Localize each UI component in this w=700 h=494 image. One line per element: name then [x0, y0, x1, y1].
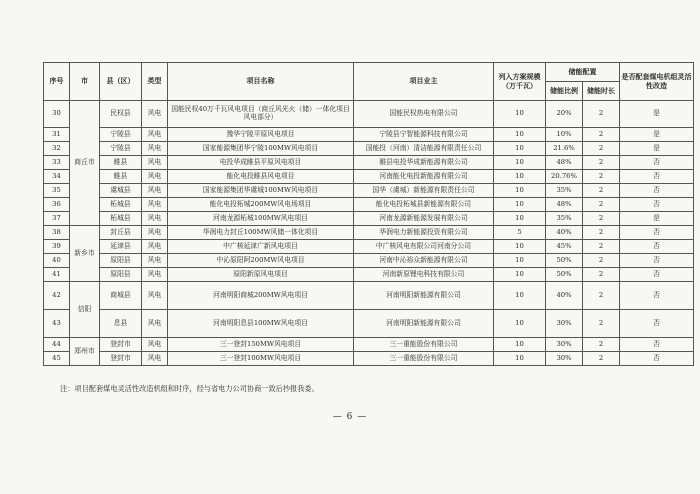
- table-row: [44, 128, 694, 142]
- cell-county: 宁陵县: [100, 128, 142, 142]
- cell-no: 31: [44, 128, 70, 142]
- cell-duration: 2: [583, 268, 620, 282]
- cell-city: 郑州市: [70, 338, 100, 366]
- cell-scale: 10: [494, 254, 546, 268]
- header-county: 县（区）: [100, 63, 142, 101]
- cell-no: 35: [44, 184, 70, 198]
- cell-ratio: 20.76%: [546, 170, 583, 184]
- cell-type: 风电: [142, 198, 168, 212]
- table-row: [44, 156, 694, 170]
- cell-county: 商城县: [100, 282, 142, 310]
- cell-no: 44: [44, 338, 70, 352]
- cell-no: 37: [44, 212, 70, 226]
- cell-owner: 中广核风电有限公司河南分公司: [354, 240, 494, 254]
- cell-project: 三一登封100MW风电项目: [168, 352, 354, 366]
- cell-no: 40: [44, 254, 70, 268]
- cell-project: 能化电投柘城200MW风电场项目: [168, 198, 354, 212]
- cell-scale: 10: [494, 142, 546, 156]
- table-row: [44, 268, 694, 282]
- cell-owner: 河南能化电投新能源有限公司: [354, 170, 494, 184]
- cell-ratio: 35%: [546, 212, 583, 226]
- cell-no: 41: [44, 268, 70, 282]
- cell-type: 风电: [142, 240, 168, 254]
- cell-ratio: 48%: [546, 198, 583, 212]
- cell-duration: 2: [583, 240, 620, 254]
- cell-no: 38: [44, 226, 70, 240]
- cell-duration: 2: [583, 352, 620, 366]
- cell-duration: 2: [583, 282, 620, 310]
- cell-scale: 10: [494, 310, 546, 338]
- cell-no: 36: [44, 198, 70, 212]
- cell-project: 国能民权40万千瓦风电项目（商丘风光火（储）一体化项目风电部分）: [168, 101, 354, 128]
- cell-ratio: 45%: [546, 240, 583, 254]
- cell-no: 39: [44, 240, 70, 254]
- header-city: 市: [70, 63, 100, 101]
- cell-duration: 2: [583, 254, 620, 268]
- cell-duration: 2: [583, 226, 620, 240]
- cell-retrofit: 是: [620, 101, 694, 128]
- cell-county: 宁陵县: [100, 142, 142, 156]
- cell-type: 风电: [142, 184, 168, 198]
- cell-retrofit: 是: [620, 212, 694, 226]
- cell-owner: 河南龙源新能源发展有限公司: [354, 212, 494, 226]
- cell-owner: 河南明阳新能源有限公司: [354, 282, 494, 310]
- cell-retrofit: 否: [620, 352, 694, 366]
- cell-retrofit: 否: [620, 240, 694, 254]
- cell-duration: 2: [583, 170, 620, 184]
- cell-no: 45: [44, 352, 70, 366]
- cell-owner: 睢县电投华成新能源有限公司: [354, 156, 494, 170]
- cell-no: 33: [44, 156, 70, 170]
- cell-project: 能化电投睢县风电项目: [168, 170, 354, 184]
- cell-duration: 2: [583, 156, 620, 170]
- header-project: 项目名称: [168, 63, 354, 101]
- table-row: [44, 212, 694, 226]
- cell-ratio: 10%: [546, 128, 583, 142]
- cell-retrofit: 否: [620, 282, 694, 310]
- cell-ratio: 40%: [546, 282, 583, 310]
- cell-owner: 河南新原锂电科技有限公司: [354, 268, 494, 282]
- cell-retrofit: 否: [620, 338, 694, 352]
- cell-no: 34: [44, 170, 70, 184]
- cell-scale: 10: [494, 240, 546, 254]
- cell-ratio: 48%: [546, 156, 583, 170]
- cell-retrofit: 是: [620, 128, 694, 142]
- cell-duration: 2: [583, 184, 620, 198]
- cell-ratio: 35%: [546, 184, 583, 198]
- table-row: [44, 142, 694, 156]
- cell-owner: 宁陵县宁智能源科技有限公司: [354, 128, 494, 142]
- cell-project: 豫华宁陵平原风电项目: [168, 128, 354, 142]
- cell-type: 风电: [142, 254, 168, 268]
- cell-project: 原阳新原风电项目: [168, 268, 354, 282]
- cell-type: 风电: [142, 268, 168, 282]
- cell-project: 三一登封150MW风电项目: [168, 338, 354, 352]
- cell-type: 风电: [142, 128, 168, 142]
- cell-owner: 河南明阳新能源有限公司: [354, 310, 494, 338]
- cell-retrofit: 否: [620, 156, 694, 170]
- cell-project: 国家能源集团华宁陵100MW风电项目: [168, 142, 354, 156]
- header-duration: 储能时长: [583, 82, 620, 101]
- cell-county: 原阳县: [100, 268, 142, 282]
- cell-city: 新乡市: [70, 226, 100, 282]
- cell-duration: 2: [583, 101, 620, 128]
- cell-project: 河南明阳息县100MW风电项目: [168, 310, 354, 338]
- cell-no: 42: [44, 282, 70, 310]
- cell-county: 虞城县: [100, 184, 142, 198]
- cell-ratio: 20%: [546, 101, 583, 128]
- table-row: [44, 240, 694, 254]
- cell-duration: 2: [583, 142, 620, 156]
- cell-retrofit: 否: [620, 268, 694, 282]
- cell-scale: 10: [494, 338, 546, 352]
- table-row: [44, 226, 694, 240]
- cell-retrofit: 是: [620, 142, 694, 156]
- cell-scale: 10: [494, 198, 546, 212]
- header-scale: 列入方案规模（万千瓦）: [494, 63, 546, 101]
- table-row: [44, 170, 694, 184]
- cell-retrofit: 否: [620, 310, 694, 338]
- cell-scale: 10: [494, 352, 546, 366]
- cell-scale: 10: [494, 101, 546, 128]
- cell-county: 登封市: [100, 338, 142, 352]
- cell-scale: 10: [494, 128, 546, 142]
- cell-owner: 三一重能股份有限公司: [354, 352, 494, 366]
- cell-project: 河南龙源柘城100MW风电项目: [168, 212, 354, 226]
- cell-owner: 河南中沁裕众新能源有限公司: [354, 254, 494, 268]
- cell-duration: 2: [583, 198, 620, 212]
- cell-owner: 国能民权热电有限公司: [354, 101, 494, 128]
- table-row: [44, 338, 694, 352]
- cell-type: 风电: [142, 156, 168, 170]
- cell-city: 商丘市: [70, 101, 100, 226]
- cell-no: 32: [44, 142, 70, 156]
- cell-ratio: 30%: [546, 352, 583, 366]
- cell-retrofit: 否: [620, 226, 694, 240]
- page-number: — 6 —: [332, 412, 368, 422]
- cell-duration: 2: [583, 338, 620, 352]
- header-type: 类型: [142, 63, 168, 101]
- cell-owner: 三一重能股份有限公司: [354, 338, 494, 352]
- header-ratio: 储能比例: [546, 82, 583, 101]
- cell-owner: 华润电力新能源投资有限公司: [354, 226, 494, 240]
- cell-county: 柘城县: [100, 212, 142, 226]
- cell-owner: 能化电投柘城县新能源有限公司: [354, 198, 494, 212]
- cell-type: 风电: [142, 170, 168, 184]
- table-row: [44, 310, 694, 338]
- footnote: 注：项目配套煤电灵活性改造机组和时序，经与省电力公司协商一致后抄报我委。: [60, 384, 319, 393]
- cell-type: 风电: [142, 226, 168, 240]
- cell-type: 风电: [142, 310, 168, 338]
- cell-no: 43: [44, 310, 70, 338]
- cell-retrofit: 否: [620, 198, 694, 212]
- table-row: [44, 282, 694, 310]
- cell-owner: 国华（虞城）新能源有限责任公司: [354, 184, 494, 198]
- cell-type: 风电: [142, 338, 168, 352]
- cell-ratio: 40%: [546, 226, 583, 240]
- cell-type: 风电: [142, 282, 168, 310]
- cell-county: 原阳县: [100, 254, 142, 268]
- table-row: [44, 101, 694, 128]
- cell-county: 登封市: [100, 352, 142, 366]
- cell-project: 电投华成睢县平原风电项目: [168, 156, 354, 170]
- cell-county: 封丘县: [100, 226, 142, 240]
- cell-type: 风电: [142, 352, 168, 366]
- cell-retrofit: 否: [620, 254, 694, 268]
- project-table: [43, 62, 694, 366]
- cell-retrofit: 否: [620, 170, 694, 184]
- cell-county: 睢县: [100, 156, 142, 170]
- header-retrofit: 是否配套煤电机组灵活性改造: [620, 63, 694, 101]
- header-seq: 序号: [44, 63, 70, 101]
- cell-ratio: 30%: [546, 338, 583, 352]
- header-owner: 项目业主: [354, 63, 494, 101]
- cell-scale: 10: [494, 184, 546, 198]
- cell-county: 民权县: [100, 101, 142, 128]
- cell-no: 30: [44, 101, 70, 128]
- cell-duration: 2: [583, 310, 620, 338]
- cell-scale: 10: [494, 156, 546, 170]
- cell-ratio: 30%: [546, 310, 583, 338]
- cell-duration: 2: [583, 128, 620, 142]
- cell-scale: 5: [494, 226, 546, 240]
- cell-project: 中沁原阳阿200MW风电项目: [168, 254, 354, 268]
- table-row: [44, 254, 694, 268]
- header-storage: 储能配置: [546, 63, 620, 82]
- cell-city: 信阳: [70, 282, 100, 338]
- table-row: [44, 352, 694, 366]
- cell-scale: 10: [494, 268, 546, 282]
- cell-county: 延津县: [100, 240, 142, 254]
- cell-scale: 10: [494, 212, 546, 226]
- cell-type: 风电: [142, 101, 168, 128]
- cell-scale: 10: [494, 170, 546, 184]
- cell-project: 河南明阳商城200MW风电项目: [168, 282, 354, 310]
- cell-retrofit: 否: [620, 184, 694, 198]
- cell-project: 华润电力封丘100MW风储一体化项目: [168, 226, 354, 240]
- cell-county: 柘城县: [100, 198, 142, 212]
- cell-ratio: 21.6%: [546, 142, 583, 156]
- cell-project: 中广核延津广新风电项目: [168, 240, 354, 254]
- cell-type: 风电: [142, 142, 168, 156]
- cell-owner: 国能投（河南）清洁能源有限责任公司: [354, 142, 494, 156]
- cell-project: 国家能源集团华虞城100MW风电项目: [168, 184, 354, 198]
- cell-ratio: 50%: [546, 268, 583, 282]
- cell-ratio: 50%: [546, 254, 583, 268]
- table-row: [44, 184, 694, 198]
- cell-scale: 10: [494, 282, 546, 310]
- cell-type: 风电: [142, 212, 168, 226]
- cell-county: 息县: [100, 310, 142, 338]
- table-row: [44, 198, 694, 212]
- cell-county: 睢县: [100, 170, 142, 184]
- cell-duration: 2: [583, 212, 620, 226]
